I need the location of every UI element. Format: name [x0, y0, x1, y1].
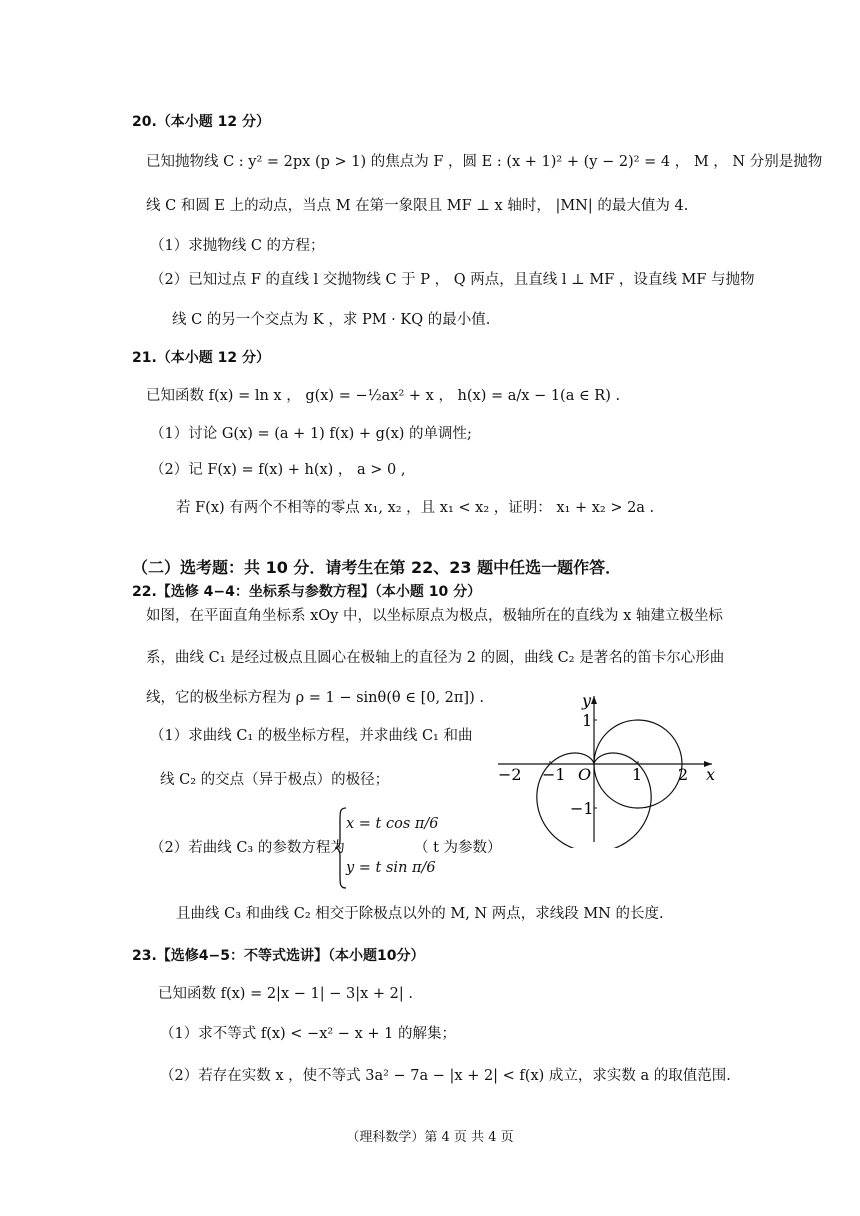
y-axis-label: y	[582, 691, 592, 710]
x-tick-label-neg1: −1	[542, 765, 566, 784]
x-axis-label: x	[706, 765, 716, 784]
y-tick-label-1: 1	[582, 711, 593, 730]
problem-22-heading: 22.【选修 4−4：坐标系与参数方程】（本小题 10 分）	[132, 584, 482, 600]
problem-20-question-2-line-1: （2）已知过点 F 的直线 l 交抛物线 C 于 P ， Q 两点，且直线 l ⊥ MF ，设直线 MF 与抛物	[150, 272, 755, 288]
x-tick-label-1: 1	[632, 765, 643, 784]
problem-20-stem-line-2: 线 C 和圆 E 上的动点，当点 M 在第一象限且 MF ⊥ x 轴时， |MN| 的最大值为 4.	[146, 198, 689, 214]
parametric-equation-y: y = t sin π/6	[346, 860, 436, 876]
problem-21-question-2: （2）记 F(x) = f(x) + h(x) ， a > 0 ,	[150, 462, 406, 478]
problem-23-stem: 已知函数 f(x) = 2|x − 1| − 3|x + 2| .	[158, 986, 413, 1002]
problem-22-question-1-line-2: 线 C₂ 的交点（异于极点）的极径；	[160, 772, 390, 788]
polar-curves-figure	[490, 688, 730, 848]
problem-22-stem-line-3: 线，它的极坐标方程为 ρ = 1 − sinθ(θ ∈ [0, 2π]) .	[146, 690, 484, 706]
problem-21-heading: 21.（本小题 12 分）	[132, 350, 271, 366]
problem-22-question-2-prefix: （2）若曲线 C₃ 的参数方程为	[150, 840, 345, 856]
origin-label: O	[578, 765, 592, 784]
section-elective-heading: （二）选考题：共 10 分．请考生在第 22、23 题中任选一题作答．	[132, 558, 622, 577]
problem-22-stem-line-2: 系，曲线 C₁ 是经过极点且圆心在极轴上的直径为 2 的圆，曲线 C₂ 是著名的笛卡尔心形曲	[146, 650, 725, 666]
x-tick-label-neg2: −2	[498, 765, 522, 784]
problem-20-question-2-line-2: 线 C 的另一个交点为 K ，求 PM · KQ 的最小值.	[172, 312, 491, 328]
problem-22-question-2-line-2: 且曲线 C₃ 和曲线 C₂ 相交于除极点以外的 M, N 两点，求线段 MN 的长度.	[176, 906, 664, 922]
x-tick-label-2: 2	[678, 765, 689, 784]
problem-22-stem-line-1: 如图，在平面直角坐标系 xOy 中，以坐标原点为极点，极轴所在的直线为 x 轴建立极坐标	[146, 608, 723, 624]
problem-23-question-2: （2）若存在实数 x ，使不等式 3a² − 7a − |x + 2| < f(x) 成立，求实数 a 的取值范围.	[160, 1068, 731, 1084]
problem-21-question-1: （1）讨论 G(x) = (a + 1) f(x) + g(x) 的单调性;	[150, 426, 472, 442]
problem-20-heading: 20.（本小题 12 分）	[132, 114, 271, 130]
problem-20-stem-line-1: 已知抛物线 C : y² = 2px (p > 1) 的焦点为 F ，圆 E : (x + 1)² + (y − 2)² = 4 ， M ， N 分别是抛物	[146, 154, 823, 170]
problem-21-question-2-line-2: 若 F(x) 有两个不相等的零点 x₁, x₂ ，且 x₁ < x₂ ，证明： x₁ + x₂ > 2a .	[176, 500, 655, 516]
page-footer: （理科数学）第 4 页 共 4 页	[346, 1130, 514, 1145]
problem-23-heading: 23.【选修4−5：不等式选讲】（本小题10分）	[132, 948, 425, 964]
y-axis-arrow-icon	[591, 696, 597, 704]
y-tick-label-neg1: −1	[570, 799, 594, 818]
problem-20-question-1: （1）求抛物线 C 的方程；	[150, 238, 325, 254]
problem-22-question-1-line-1: （1）求曲线 C₁ 的极坐标方程，并求曲线 C₁ 和曲	[150, 728, 473, 744]
parametric-equation-x: x = t cos π/6	[346, 816, 439, 832]
problem-21-stem: 已知函数 f(x) = ln x ， g(x) = −½ax² + x ， h(x) = a/x − 1(a ∈ R) .	[146, 388, 621, 404]
problem-23-question-1: （1）求不等式 f(x) < −x² − x + 1 的解集；	[160, 1026, 456, 1042]
problem-22-question-2-suffix: （ t 为参数）	[414, 840, 502, 856]
